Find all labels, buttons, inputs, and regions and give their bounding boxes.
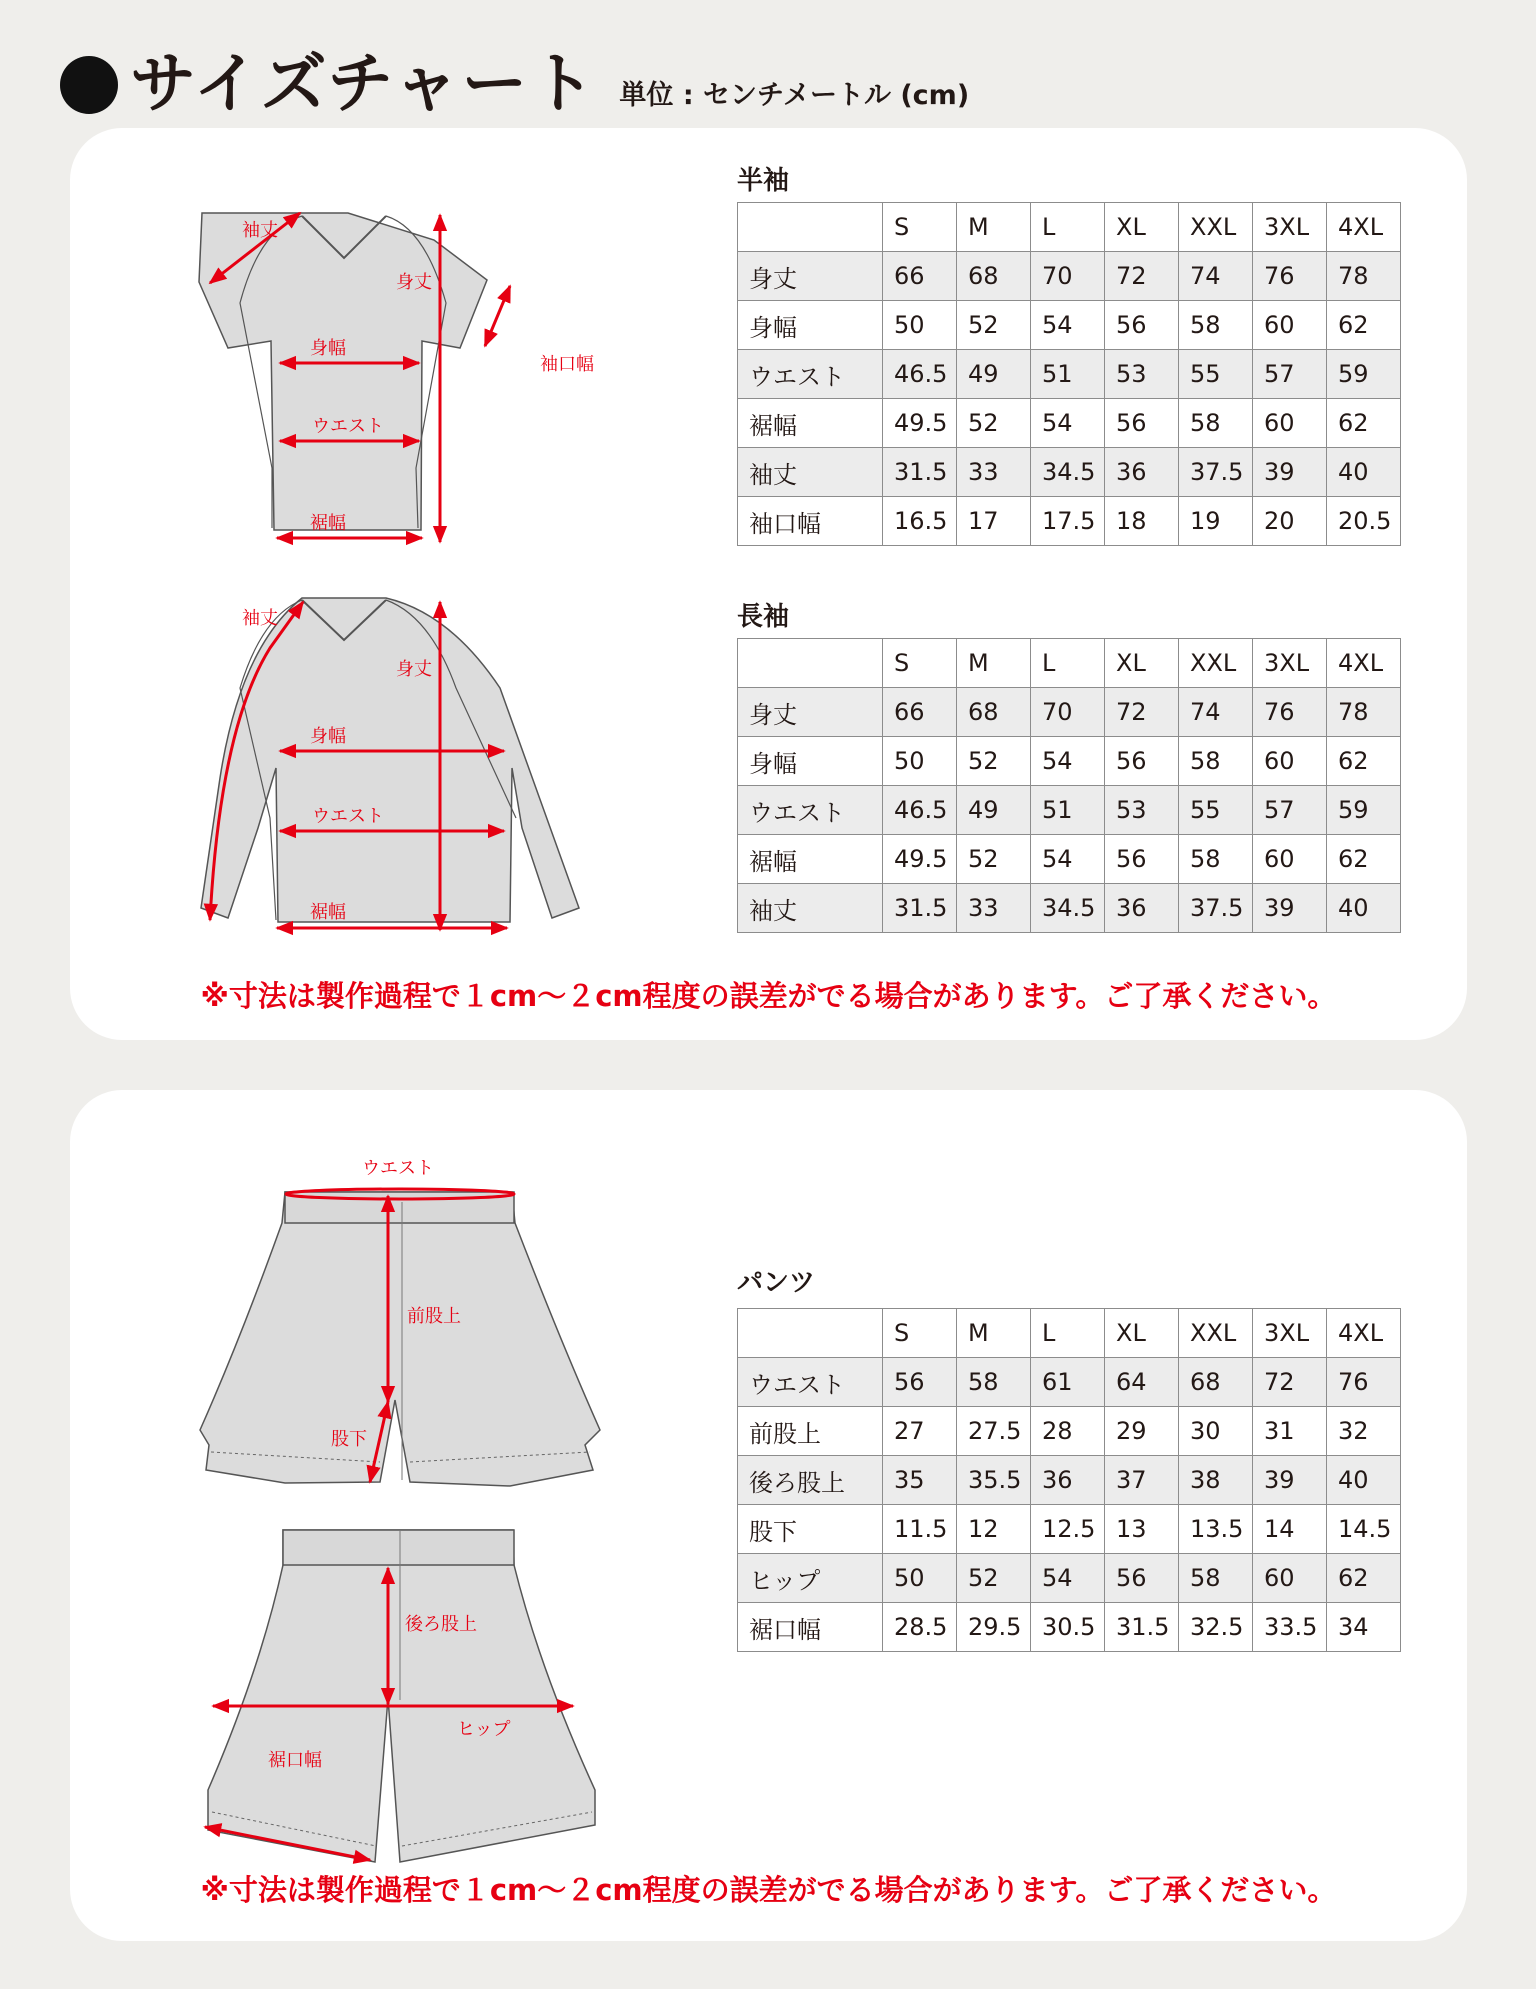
- value-cell: 59: [1327, 350, 1401, 399]
- value-cell: 64: [1105, 1358, 1179, 1407]
- value-cell: 35: [883, 1456, 957, 1505]
- size-header-cell: XL: [1105, 203, 1179, 252]
- value-cell: 50: [883, 737, 957, 786]
- value-cell: 55: [1179, 786, 1253, 835]
- value-cell: 54: [1031, 737, 1105, 786]
- value-cell: 49.5: [883, 835, 957, 884]
- value-cell: 34: [1327, 1603, 1401, 1652]
- pants-front-body: [200, 1192, 600, 1486]
- value-cell: 58: [1179, 737, 1253, 786]
- value-cell: 72: [1105, 252, 1179, 301]
- value-cell: 52: [957, 399, 1031, 448]
- value-cell: 34.5: [1031, 884, 1105, 933]
- value-cell: 32: [1327, 1407, 1401, 1456]
- value-cell: 58: [1179, 1554, 1253, 1603]
- value-cell: 61: [1031, 1358, 1105, 1407]
- value-cell: 17.5: [1031, 497, 1105, 546]
- value-cell: 12.5: [1031, 1505, 1105, 1554]
- size-header-cell: L: [1031, 203, 1105, 252]
- size-header-cell: 4XL: [1327, 203, 1401, 252]
- value-cell: 60: [1253, 301, 1327, 350]
- table-row: [738, 1505, 1401, 1554]
- value-cell: 29: [1105, 1407, 1179, 1456]
- value-cell: 51: [1031, 350, 1105, 399]
- row-label-cell: 袖丈: [738, 448, 883, 497]
- value-cell: 18: [1105, 497, 1179, 546]
- value-cell: 52: [957, 301, 1031, 350]
- row-label-cell: ヒップ: [738, 1554, 883, 1603]
- label-pants-hem-width: 裾口幅: [268, 1750, 322, 1771]
- unit-label: 単位 : センチメートル (cm): [619, 80, 970, 111]
- short-sleeve-table-title: 半袖: [737, 166, 790, 196]
- value-cell: 40: [1327, 448, 1401, 497]
- label-hem-width: 裾幅: [310, 513, 346, 534]
- value-cell: 37: [1105, 1456, 1179, 1505]
- value-cell: 54: [1031, 1554, 1105, 1603]
- row-label-cell: 身丈: [738, 252, 883, 301]
- value-cell: 72: [1253, 1358, 1327, 1407]
- value-cell: 28: [1031, 1407, 1105, 1456]
- long-sleeve-shirt-body: [201, 598, 579, 922]
- value-cell: 52: [957, 1554, 1031, 1603]
- value-cell: 33: [957, 884, 1031, 933]
- value-cell: 68: [1179, 1358, 1253, 1407]
- value-cell: 60: [1253, 737, 1327, 786]
- title-bullet-icon: [60, 56, 118, 114]
- size-header-cell: S: [883, 639, 957, 688]
- row-label-cell: 袖丈: [738, 884, 883, 933]
- value-cell: 14: [1253, 1505, 1327, 1554]
- value-cell: 30: [1179, 1407, 1253, 1456]
- table-row: [738, 884, 1401, 933]
- value-cell: 54: [1031, 399, 1105, 448]
- row-label-cell: 裾幅: [738, 399, 883, 448]
- value-cell: 51: [1031, 786, 1105, 835]
- value-cell: 49: [957, 786, 1031, 835]
- size-header-cell: 4XL: [1327, 1309, 1401, 1358]
- size-header-cell: 3XL: [1253, 203, 1327, 252]
- pants-back-body: [208, 1530, 595, 1862]
- value-cell: 29.5: [957, 1603, 1031, 1652]
- table-row: [738, 350, 1401, 399]
- value-cell: 17: [957, 497, 1031, 546]
- value-cell: 58: [1179, 301, 1253, 350]
- value-cell: 62: [1327, 301, 1401, 350]
- row-label-cell: 身幅: [738, 301, 883, 350]
- value-cell: 76: [1327, 1358, 1401, 1407]
- value-cell: 30.5: [1031, 1603, 1105, 1652]
- size-header-cell: XXL: [1179, 203, 1253, 252]
- long-sleeve-size-table: [737, 638, 1401, 933]
- size-header-cell: 4XL: [1327, 639, 1401, 688]
- row-label-cell: ウエスト: [738, 786, 883, 835]
- value-cell: 68: [957, 252, 1031, 301]
- label-long-hem-width: 裾幅: [310, 902, 346, 923]
- row-label-cell: 股下: [738, 1505, 883, 1554]
- pants-card: [70, 1090, 1467, 1941]
- value-cell: 36: [1031, 1456, 1105, 1505]
- table-row: [738, 252, 1401, 301]
- pants-front-diagram: [200, 1158, 600, 1486]
- value-cell: 55: [1179, 350, 1253, 399]
- value-cell: 37.5: [1179, 884, 1253, 933]
- label-hip: ヒップ: [457, 1719, 511, 1740]
- value-cell: 56: [1105, 835, 1179, 884]
- value-cell: 54: [1031, 301, 1105, 350]
- value-cell: 60: [1253, 835, 1327, 884]
- value-cell: 31.5: [883, 448, 957, 497]
- size-header-cell: XXL: [1179, 1309, 1253, 1358]
- value-cell: 49: [957, 350, 1031, 399]
- value-cell: 46.5: [883, 786, 957, 835]
- value-cell: 54: [1031, 835, 1105, 884]
- table-header-row: [738, 1309, 1401, 1358]
- value-cell: 20: [1253, 497, 1327, 546]
- value-cell: 78: [1327, 688, 1401, 737]
- row-label-cell: 袖口幅: [738, 497, 883, 546]
- tops-tolerance-note: ※寸法は製作過程で１cm～２cm程度の誤差がでる場合があります。ご了承ください。: [200, 979, 1337, 1013]
- value-cell: 50: [883, 301, 957, 350]
- value-cell: 34.5: [1031, 448, 1105, 497]
- pants-tolerance-note: ※寸法は製作過程で１cm～２cm程度の誤差がでる場合があります。ご了承ください。: [200, 1873, 1337, 1907]
- table-row: [738, 1554, 1401, 1603]
- value-cell: 62: [1327, 1554, 1401, 1603]
- value-cell: 56: [1105, 1554, 1179, 1603]
- table-row: [738, 835, 1401, 884]
- value-cell: 28.5: [883, 1603, 957, 1652]
- value-cell: 58: [1179, 835, 1253, 884]
- value-cell: 60: [1253, 1554, 1327, 1603]
- label-back-rise: 後ろ股上: [405, 1614, 477, 1635]
- size-header-cell: M: [957, 639, 1031, 688]
- value-cell: 57: [1253, 350, 1327, 399]
- value-cell: 33: [957, 448, 1031, 497]
- label-long-body-length: 身丈: [396, 659, 432, 680]
- value-cell: 52: [957, 835, 1031, 884]
- value-cell: 57: [1253, 786, 1327, 835]
- value-cell: 31: [1253, 1407, 1327, 1456]
- label-long-sleeve-length: 袖丈: [242, 608, 278, 629]
- value-cell: 66: [883, 688, 957, 737]
- value-cell: 20.5: [1327, 497, 1401, 546]
- label-waist: ウエスト: [312, 416, 384, 437]
- label-long-body-width: 身幅: [310, 726, 346, 747]
- value-cell: 40: [1327, 884, 1401, 933]
- table-row: [738, 786, 1401, 835]
- value-cell: 56: [1105, 737, 1179, 786]
- value-cell: 76: [1253, 688, 1327, 737]
- value-cell: 39: [1253, 884, 1327, 933]
- value-cell: 56: [1105, 301, 1179, 350]
- value-cell: 68: [957, 688, 1031, 737]
- row-label-cell: ウエスト: [738, 350, 883, 399]
- value-cell: 32.5: [1179, 1603, 1253, 1652]
- table-row: [738, 497, 1401, 546]
- value-cell: 62: [1327, 737, 1401, 786]
- value-cell: 60: [1253, 399, 1327, 448]
- value-cell: 13.5: [1179, 1505, 1253, 1554]
- table-row: [738, 688, 1401, 737]
- table-row: [738, 737, 1401, 786]
- value-cell: 56: [883, 1358, 957, 1407]
- size-header-cell: M: [957, 1309, 1031, 1358]
- value-cell: 35.5: [957, 1456, 1031, 1505]
- value-cell: 72: [1105, 688, 1179, 737]
- table-header-row: [738, 203, 1401, 252]
- tops-card: [70, 128, 1467, 1040]
- page-header: [60, 44, 969, 124]
- value-cell: 12: [957, 1505, 1031, 1554]
- header-corner-cell: [738, 203, 883, 252]
- value-cell: 62: [1327, 399, 1401, 448]
- value-cell: 52: [957, 737, 1031, 786]
- value-cell: 27: [883, 1407, 957, 1456]
- table-row: [738, 399, 1401, 448]
- value-cell: 62: [1327, 835, 1401, 884]
- size-header-cell: L: [1031, 639, 1105, 688]
- value-cell: 11.5: [883, 1505, 957, 1554]
- value-cell: 46.5: [883, 350, 957, 399]
- label-pants-waist: ウエスト: [362, 1158, 434, 1179]
- pants-table-title: パンツ: [737, 1268, 816, 1298]
- value-cell: 49.5: [883, 399, 957, 448]
- value-cell: 33.5: [1253, 1603, 1327, 1652]
- tops-diagrams: [70, 128, 730, 968]
- value-cell: 36: [1105, 884, 1179, 933]
- label-body-length: 身丈: [396, 272, 432, 293]
- label-body-width: 身幅: [310, 338, 346, 359]
- label-cuff-width: 袖口幅: [540, 354, 594, 375]
- pants-back-waistband: [283, 1530, 514, 1565]
- size-header-cell: XL: [1105, 1309, 1179, 1358]
- size-header-cell: S: [883, 1309, 957, 1358]
- value-cell: 74: [1179, 688, 1253, 737]
- value-cell: 37.5: [1179, 448, 1253, 497]
- value-cell: 40: [1327, 1456, 1401, 1505]
- value-cell: 38: [1179, 1456, 1253, 1505]
- table-row: [738, 1407, 1401, 1456]
- value-cell: 36: [1105, 448, 1179, 497]
- value-cell: 16.5: [883, 497, 957, 546]
- value-cell: 74: [1179, 252, 1253, 301]
- value-cell: 56: [1105, 399, 1179, 448]
- size-header-cell: XL: [1105, 639, 1179, 688]
- row-label-cell: ウエスト: [738, 1358, 883, 1407]
- pants-size-table: [737, 1308, 1401, 1652]
- value-cell: 53: [1105, 786, 1179, 835]
- value-cell: 58: [957, 1358, 1031, 1407]
- size-header-cell: XXL: [1179, 639, 1253, 688]
- long-sleeve-table-title: 長袖: [737, 602, 790, 632]
- value-cell: 27.5: [957, 1407, 1031, 1456]
- row-label-cell: 後ろ股上: [738, 1456, 883, 1505]
- row-label-cell: 身丈: [738, 688, 883, 737]
- value-cell: 59: [1327, 786, 1401, 835]
- table-row: [738, 1603, 1401, 1652]
- label-long-waist: ウエスト: [312, 806, 384, 827]
- size-header-cell: S: [883, 203, 957, 252]
- value-cell: 39: [1253, 448, 1327, 497]
- label-inseam: 股下: [331, 1429, 367, 1450]
- cuff-width-arrow: [485, 286, 510, 346]
- value-cell: 76: [1253, 252, 1327, 301]
- value-cell: 66: [883, 252, 957, 301]
- long-sleeve-shirt-diagram: [201, 598, 579, 930]
- size-header-cell: 3XL: [1253, 639, 1327, 688]
- value-cell: 70: [1031, 252, 1105, 301]
- row-label-cell: 前股上: [738, 1407, 883, 1456]
- label-front-rise: 前股上: [407, 1306, 461, 1327]
- short-sleeve-size-table: [737, 202, 1401, 546]
- size-header-cell: 3XL: [1253, 1309, 1327, 1358]
- row-label-cell: 裾幅: [738, 835, 883, 884]
- value-cell: 78: [1327, 252, 1401, 301]
- short-sleeve-shirt-diagram: [199, 213, 594, 542]
- header-corner-cell: [738, 639, 883, 688]
- row-label-cell: 身幅: [738, 737, 883, 786]
- value-cell: 31.5: [1105, 1603, 1179, 1652]
- value-cell: 53: [1105, 350, 1179, 399]
- table-row: [738, 1456, 1401, 1505]
- value-cell: 50: [883, 1554, 957, 1603]
- value-cell: 14.5: [1327, 1505, 1401, 1554]
- header-corner-cell: [738, 1309, 883, 1358]
- pants-diagrams: [70, 1090, 730, 1910]
- value-cell: 70: [1031, 688, 1105, 737]
- page-title: サイズチャート: [130, 45, 598, 122]
- value-cell: 31.5: [883, 884, 957, 933]
- value-cell: 58: [1179, 399, 1253, 448]
- value-cell: 19: [1179, 497, 1253, 546]
- size-header-cell: M: [957, 203, 1031, 252]
- short-sleeve-shirt-body: [199, 213, 487, 530]
- label-sleeve-length: 袖丈: [242, 220, 278, 241]
- table-header-row: [738, 639, 1401, 688]
- value-cell: 39: [1253, 1456, 1327, 1505]
- value-cell: 13: [1105, 1505, 1179, 1554]
- table-row: [738, 301, 1401, 350]
- row-label-cell: 裾口幅: [738, 1603, 883, 1652]
- size-header-cell: L: [1031, 1309, 1105, 1358]
- pants-back-diagram: [205, 1530, 595, 1862]
- table-row: [738, 448, 1401, 497]
- table-row: [738, 1358, 1401, 1407]
